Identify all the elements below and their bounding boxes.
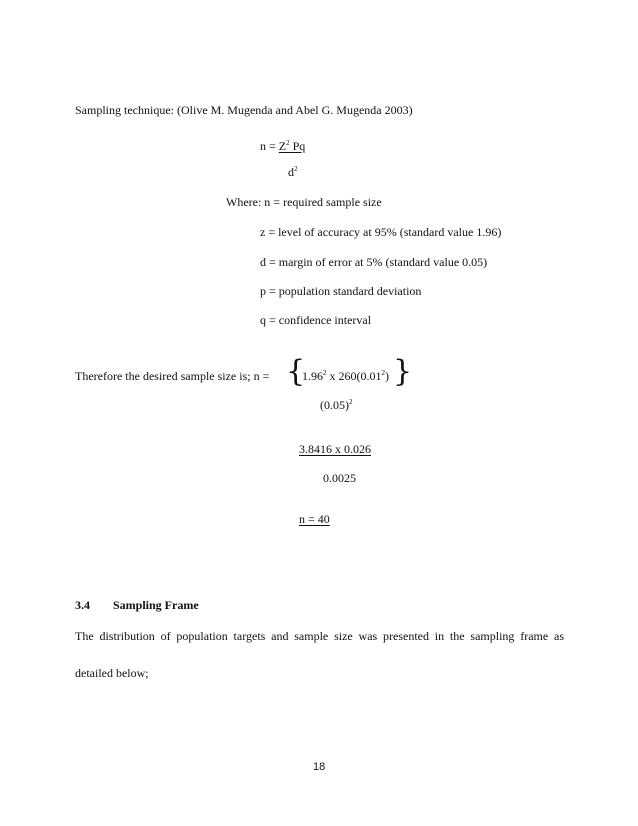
where-item-q: q = confidence interval [260,313,372,327]
formula-n-eq: n = [260,139,279,153]
where-item-z: z = level of accuracy at 95% (standard value 1.96) [260,225,502,239]
result: n = 40 [299,512,330,526]
formula-numerator [260,140,305,152]
section-number: 3.4 [75,598,90,612]
formula-z-pq: $Z^2$ Pq [278,139,306,153]
right-brace: } [393,354,413,389]
section-title: Sampling Frame [113,598,199,612]
step2-numerator: 3.8416 x 0.026 [299,442,371,456]
left-brace: { [286,354,306,389]
where-label: Where: n = required sample size [226,195,382,209]
paragraph-line-1: The distribution of population targets and sample size was presented in the sampling frame as [75,629,564,643]
step2-denominator: 0.0025 [323,471,356,485]
paragraph-line-2: detailed below; [75,666,149,680]
where-item-p: p = population standard deviation [260,284,422,298]
formula-denominator: $d^2$ [288,165,298,179]
calculation-numerator: 1.96$^2$ x 260(0.01$^2$) [302,369,389,383]
page-number: 18 [313,761,326,773]
calculation-lead: Therefore the desired sample size is; n = [75,369,270,383]
calculation-denominator: $(0.05)^2$ [320,398,353,412]
where-item-d: d = margin of error at 5% (standard value 0.05) [260,255,488,269]
sampling-technique-line: Sampling technique: (Olive M. Mugenda and Abel G. Mugenda 2003) [75,103,413,117]
